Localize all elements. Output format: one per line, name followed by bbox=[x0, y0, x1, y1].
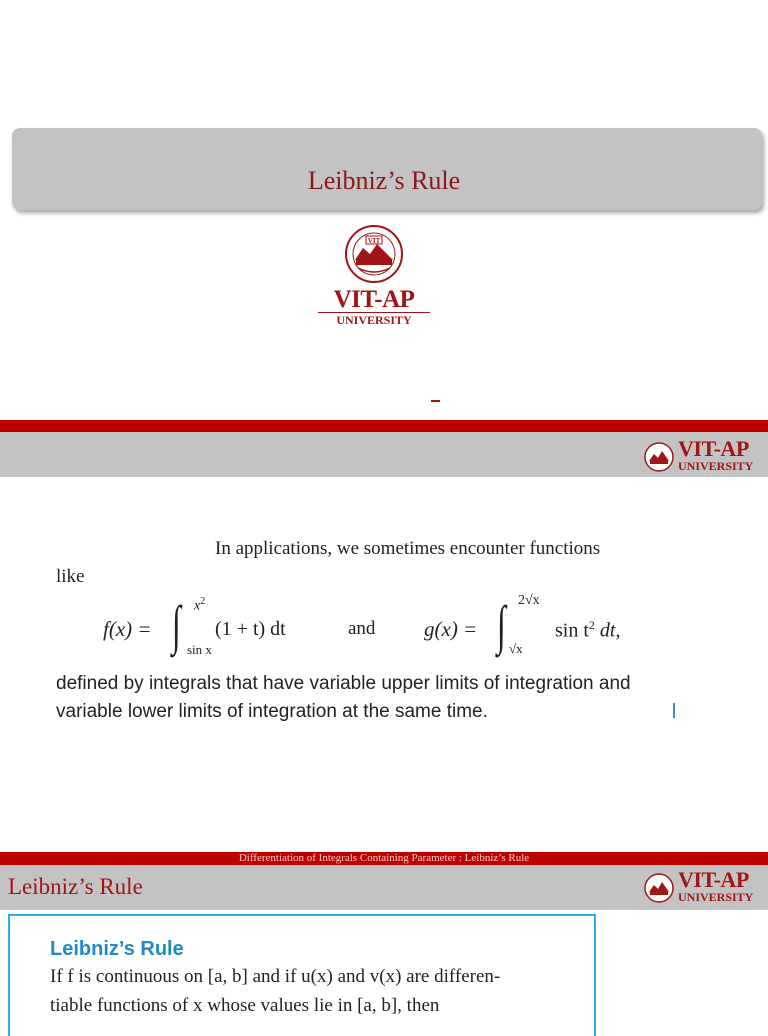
intro-like: like bbox=[56, 566, 85, 587]
logo-university: UNIVERSITY bbox=[318, 312, 430, 328]
divider-mark bbox=[431, 400, 440, 402]
theorem-line-2: tiable functions of x whose values lie in [a, b], then bbox=[50, 995, 440, 1016]
f-upper-limit: $x^2$ bbox=[194, 596, 206, 614]
slide-footer: Differentiation of Integrals Containing Parameter : Leibniz’s Rule bbox=[238, 852, 530, 864]
g-integrand: $\sin t^2$ dt, bbox=[555, 618, 621, 642]
intro-line: In applications, we sometimes encounter functions bbox=[215, 538, 601, 559]
university-seal-icon bbox=[318, 224, 430, 286]
g-lhs: g(x) = bbox=[424, 617, 478, 641]
f-integral-sign: ∫ bbox=[172, 595, 181, 655]
header-university: UNIVERSITY bbox=[678, 459, 754, 473]
seal-icon bbox=[644, 871, 674, 905]
slide3-title: Leibniz’s Rule bbox=[8, 874, 143, 899]
slide2-header-logo bbox=[644, 437, 768, 477]
defined-line-2: variable lower limits of integration at the same time. bbox=[56, 701, 488, 722]
slide-title: Leibniz’s Rule bbox=[307, 166, 461, 195]
g-upper-limit: 2√x bbox=[518, 593, 540, 608]
f-lower-limit: sin x bbox=[187, 642, 212, 657]
seal-icon bbox=[644, 440, 674, 474]
g-integral-sign: ∫ bbox=[497, 595, 506, 655]
slide3-header-logo bbox=[644, 868, 768, 908]
g-lower-limit: √x bbox=[509, 641, 523, 656]
vit-ap-logo bbox=[318, 224, 438, 336]
f-lhs: f(x) = bbox=[103, 617, 152, 641]
defined-line-1: defined by integrals that have variable upper limits of integration and bbox=[56, 673, 631, 694]
header-brand: VIT-AP bbox=[678, 436, 749, 461]
f-integrand: (1 + t) dt bbox=[215, 618, 286, 640]
header-university: UNIVERSITY bbox=[678, 890, 754, 904]
and-word: and bbox=[348, 618, 376, 639]
theorem-line-1: If f is continuous on [a, b] and if u(x) and v(x) are differen- bbox=[50, 966, 501, 987]
cursor-mark bbox=[673, 703, 675, 718]
slide2-red-bar bbox=[0, 420, 768, 432]
seal-text: VIT bbox=[367, 237, 381, 245]
theorem-title: Leibniz’s Rule bbox=[50, 938, 184, 960]
header-brand: VIT-AP bbox=[678, 867, 749, 892]
logo-brand: VIT-AP bbox=[333, 286, 415, 313]
